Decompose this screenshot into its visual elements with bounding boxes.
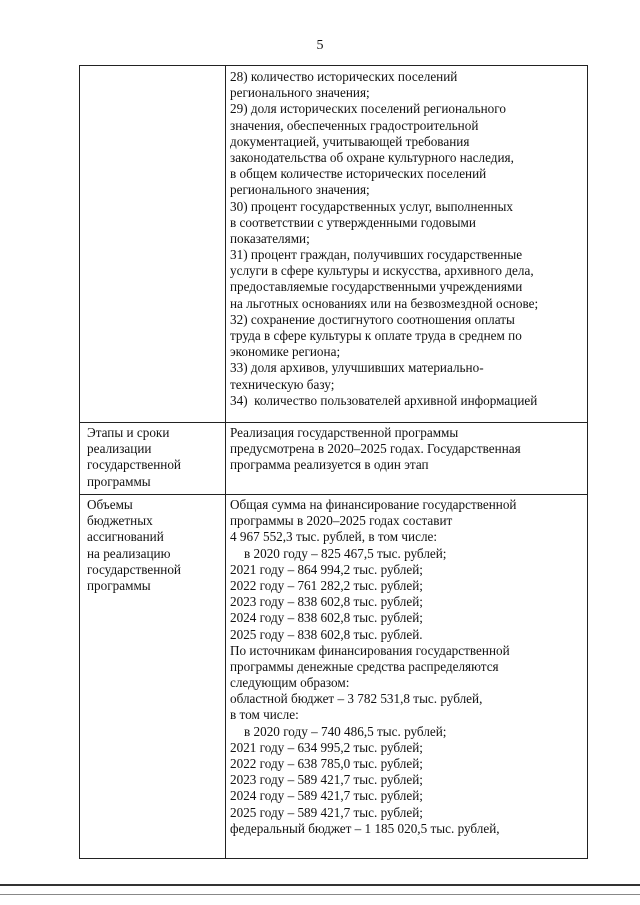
text-line: услуги в сфере культуры и искусства, архивного дела, xyxy=(230,263,534,279)
text-line: в соответствии с утвержденными годовыми xyxy=(230,214,476,230)
text-line: 31) процент граждан, получивших государственные xyxy=(230,247,523,263)
text-line: 2022 году – 638 785,0 тыс. рублей; xyxy=(230,756,423,771)
row2-label xyxy=(87,425,223,490)
text-line: 28) количество исторических поселений xyxy=(230,69,458,84)
row-divider xyxy=(80,422,587,423)
text-line: предусмотрена в 2020–2025 годах. Государственная xyxy=(230,441,521,457)
text-line: 32) сохранение достигнутого соотношения оплаты xyxy=(230,311,515,327)
text-line: экономике региона; xyxy=(230,344,341,360)
text-line: следующим образом: xyxy=(230,675,350,691)
bottom-rule xyxy=(0,894,640,895)
row3-content xyxy=(230,497,586,837)
text-line: в том числе: xyxy=(230,707,299,723)
row-divider xyxy=(80,494,587,495)
text-line: Объемы xyxy=(87,497,133,512)
text-line: Этапы и сроки xyxy=(87,425,170,440)
page-number: 5 xyxy=(316,38,324,53)
text-line: государственной xyxy=(87,457,181,473)
row2-content xyxy=(230,425,586,474)
text-line: 2025 году – 838 602,8 тыс. рублей. xyxy=(230,626,423,642)
text-line: в 2020 году – 825 467,5 тыс. рублей; xyxy=(244,545,447,561)
text-line: в 2020 году – 740 486,5 тыс. рублей; xyxy=(244,723,447,739)
passport-table xyxy=(79,65,588,859)
text-line: реализации xyxy=(87,441,152,457)
row1-content xyxy=(230,69,586,409)
text-line: 4 967 552,3 тыс. рублей, в том числе: xyxy=(230,529,438,545)
text-line: государственной xyxy=(87,561,181,577)
text-line: программы в 2020–2025 годах составит xyxy=(230,513,453,529)
text-line: программы денежные средства распределяются xyxy=(230,658,499,674)
row3-label xyxy=(87,497,223,594)
text-line: Общая сумма на финансирование государственной xyxy=(230,497,517,512)
text-line: 30) процент государственных услуг, выполненных xyxy=(230,198,513,214)
text-line: на льготных основаниях или на безвозмездной основе; xyxy=(230,295,539,311)
text-line: 2023 году – 589 421,7 тыс. рублей; xyxy=(230,772,423,788)
text-line: предоставляемые государственными учреждениями xyxy=(230,279,523,295)
text-line: программы xyxy=(87,577,151,593)
text-line: бюджетных xyxy=(87,513,153,529)
text-line: областной бюджет – 3 782 531,8 тыс. рублей, xyxy=(230,691,483,707)
text-line: 2023 году – 838 602,8 тыс. рублей; xyxy=(230,594,423,610)
text-line: 2022 году – 761 282,2 тыс. рублей; xyxy=(230,577,423,593)
text-line: документацией, учитывающей требования xyxy=(230,133,470,149)
text-line: на реализацию xyxy=(87,545,171,561)
text-line: 2021 году – 864 994,2 тыс. рублей; xyxy=(230,561,423,577)
text-line: регионального значения; xyxy=(230,182,370,198)
text-line: программа реализуется в один этап xyxy=(230,457,429,473)
text-line: значения, обеспеченных градостроительной xyxy=(230,117,479,133)
text-line: техническую базу; xyxy=(230,376,335,392)
text-line: Реализация государственной программы xyxy=(230,425,459,440)
text-line: труда в сфере культуры к оплате труда в среднем по xyxy=(230,328,522,343)
text-line: 2021 году – 634 995,2 тыс. рублей; xyxy=(230,739,423,755)
text-line: программы xyxy=(87,473,151,489)
text-line: в общем количестве исторических поселений xyxy=(230,166,487,182)
text-line: 33) доля архивов, улучшивших материально- xyxy=(230,360,484,376)
text-line: 2025 году – 589 421,7 тыс. рублей; xyxy=(230,804,423,820)
text-line: 29) доля исторических поселений регионального xyxy=(230,101,506,117)
text-line: ассигнований xyxy=(87,529,164,545)
text-line: 2024 году – 838 602,8 тыс. рублей; xyxy=(230,610,423,626)
text-line: 2024 году – 589 421,7 тыс. рублей; xyxy=(230,788,423,804)
bottom-rule xyxy=(0,884,640,886)
text-line: законодательства об охране культурного наследия, xyxy=(230,149,514,165)
text-line: федеральный бюджет – 1 185 020,5 тыс. рублей, xyxy=(230,820,500,836)
text-line: показателями; xyxy=(230,230,310,246)
column-divider xyxy=(225,66,226,858)
text-line: 34) количество пользователей архивной информацией xyxy=(230,392,538,408)
text-line: По источникам финансирования государственной xyxy=(230,642,510,658)
text-line: регионального значения; xyxy=(230,85,370,101)
